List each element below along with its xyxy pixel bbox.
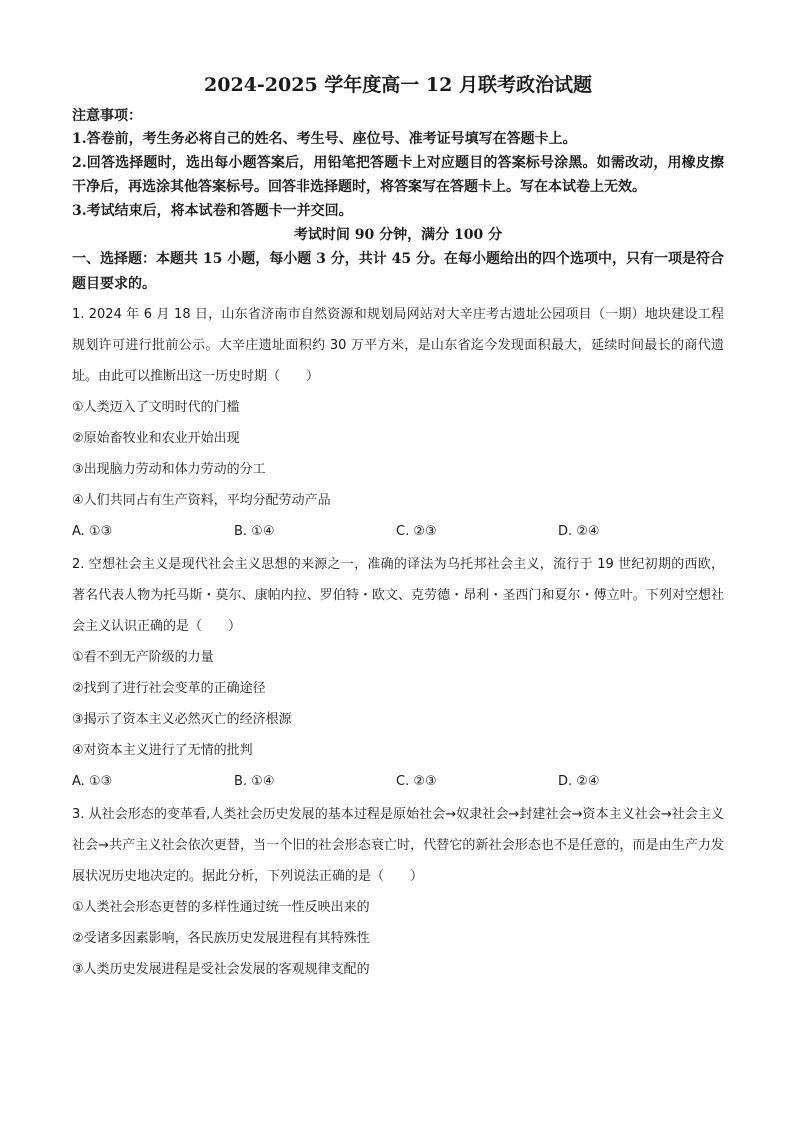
question-option: ③人类历史发展进程是受社会发展的客观规律支配的 (72, 962, 370, 977)
question-option: ①人类迈入了文明时代的门槛 (72, 400, 240, 415)
question-1 (72, 299, 724, 547)
choice-a: A. ①③ (72, 774, 113, 789)
question-stem: 3. 从社会形态的变革看,人类社会历史发展的基本过程是原始社会→奴隶社会→封建社会→资本主义社会→社会主义社会→共产主义社会依次更替，当一个旧的社会形态衰亡时，代替它的新社会形态也不是任意的，而是由生产力发展状况历史地决定的。据此分析，下列说法正确的是（ ） (72, 807, 724, 884)
choice-d: D. ②④ (558, 524, 600, 539)
section-title: 一、选择题：本题共 15 小题，每小题 3 分，共计 45 分。在每小题给出的四个选项中，只有一项是符合题目要求的。 (72, 251, 724, 292)
question-option: ③出现脑力劳动和体力劳动的分工 (72, 462, 266, 477)
page-title: 2024-2025 学年度高一 12 月联考政治试题 (204, 74, 592, 96)
question-option: ④对资本主义进行了无情的批判 (72, 743, 253, 758)
note-item: 1.答卷前，考生务必将自己的姓名、考生号、座位号、准考证号填写在答题卡上。 (72, 131, 577, 147)
answer-choices (72, 516, 724, 547)
note-item: 3.考试结束后，将本试卷和答题卡一并交回。 (72, 203, 353, 219)
question-option: ②找到了进行社会变革的正确途径 (72, 681, 266, 696)
notes-heading: 注意事项： (72, 108, 142, 124)
question-option: ①看不到无产阶级的力量 (72, 650, 214, 665)
note-item: 2.回答选择题时，选出每小题答案后，用铅笔把答题卡上对应题目的答案标号涂黑。如需改动，用橡皮擦干净后，再选涂其他答案标号。回答非选择题时，将答案写在答题卡上。写在本试卷上无效。 (72, 155, 724, 195)
question-2 (72, 549, 724, 797)
question-option: ④人们共同占有生产资料，平均分配劳动产品 (72, 493, 331, 508)
exam-time: 考试时间 90 分钟，满分 100 分 (293, 227, 503, 243)
answer-choices (72, 766, 724, 797)
choice-d: D. ②④ (558, 774, 600, 789)
choice-b: B. ①④ (234, 524, 275, 539)
choice-c: C. ②③ (396, 524, 437, 539)
choice-a: A. ①③ (72, 524, 113, 539)
question-3 (72, 799, 724, 985)
question-option: ③揭示了资本主义必然灭亡的经济根源 (72, 712, 292, 727)
question-option: ①人类社会形态更替的多样性通过统一性反映出来的 (72, 900, 370, 915)
question-stem: 2. 空想社会主义是现代社会主义思想的来源之一，准确的译法为乌托邦社会主义，流行于 19 世纪初期的西欧，著名代表人物为托马斯・莫尔、康帕内拉、罗伯特・欧文、克劳德・昂利・圣西门和夏尔・傅立叶。下列对空想社会主义认识正确的是（ ） (72, 557, 724, 634)
choice-c: C. ②③ (396, 774, 437, 789)
notes-block (72, 105, 724, 223)
choice-b: B. ①④ (234, 774, 275, 789)
question-stem: 1. 2024 年 6 月 18 日，山东省济南市自然资源和规划局网站对大辛庄考古遗址公园项目（一期）地块建设工程规划许可进行批前公示。大辛庄遗址面积约 30 万平方米，是山东省迄今发现面积最大，延续时间最长的商代遗址。由此可以推断出这一历史时期（ ） (72, 307, 724, 384)
question-option: ②受诸多因素影响，各民族历史发展进程有其特殊性 (72, 931, 370, 946)
question-option: ②原始畜牧业和农业开始出现 (72, 431, 240, 446)
